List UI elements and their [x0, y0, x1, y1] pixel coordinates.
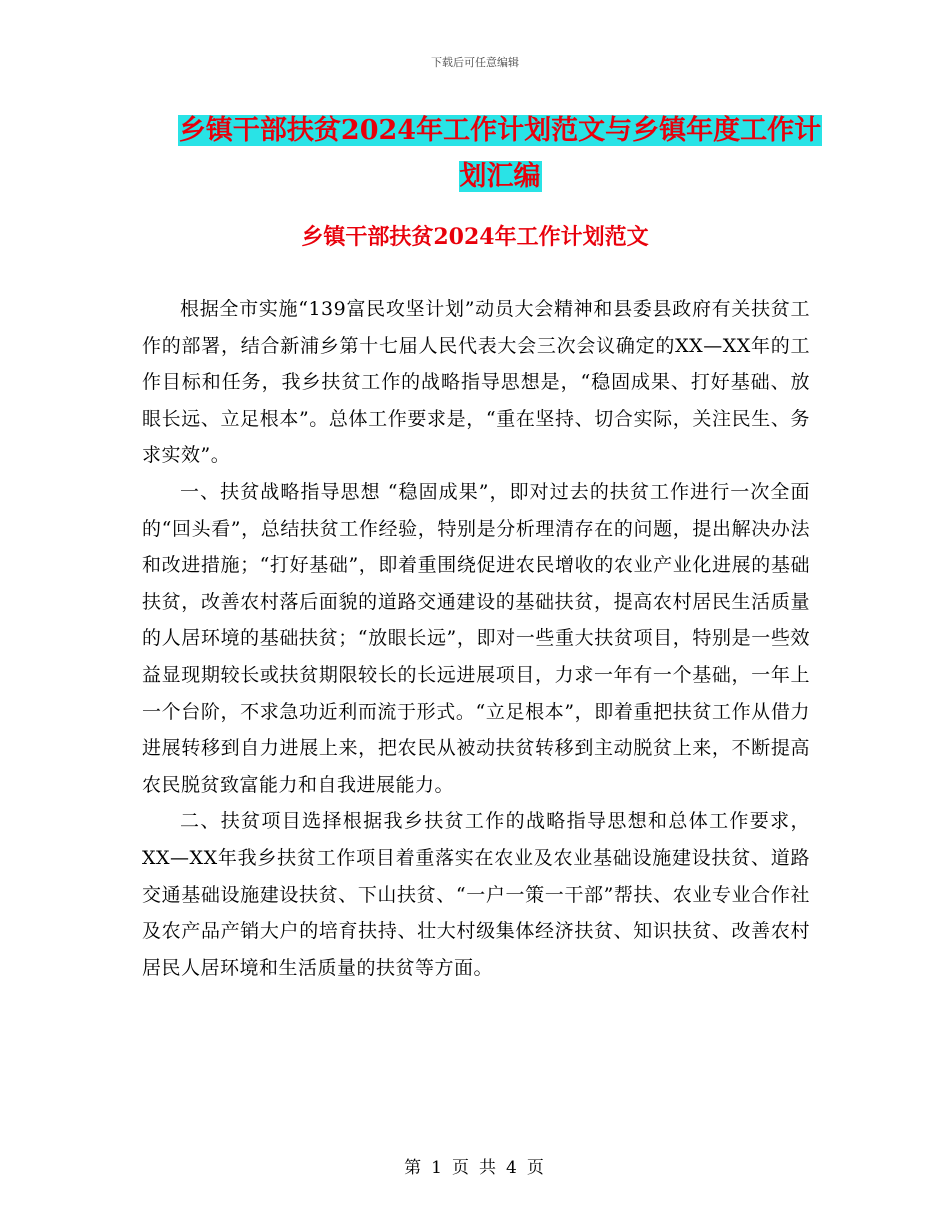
- main-title-line2: 划汇编: [459, 161, 541, 192]
- total-pages-number: 4: [506, 1158, 519, 1178]
- main-title-line1: 乡镇干部扶贫2024年工作计划范文与乡镇年度工作计: [178, 115, 822, 146]
- paragraph: 二、扶贫项目选择根据我乡扶贫工作的战略指导思想和总体工作要求，XX—XX年我乡扶贫工作项目着重落实在农业及农业基础设施建设扶贫、道路交通基础设施建设扶贫、下山扶贫、“一户一策一干部”帮扶、农业专业合作社及农产品产销大户的培育扶持、壮大村级集体经济扶贫、知识扶贫、改善农村居民人居环境和生活质量的扶贫等方面。: [142, 810, 810, 979]
- footer-page-label: 页: [452, 1158, 471, 1178]
- paragraph: 根据全市实施“139富民攻坚计划”动员大会精神和县委县政府有关扶贫工作的部署，结合新浦乡第十七届人民代表大会三次会议确定的XX—XX年的工作目标和任务，我乡扶贫工作的战略指导思想是，“稳固成果、打好基础、放眼长远、立足根本”。总体工作要求是，“重在坚持、切合实际，关注民生、务求实效”。: [142, 298, 810, 467]
- footer-suffix: 页: [526, 1158, 546, 1178]
- paragraph: 一、扶贫战略指导思想 “稳固成果”，即对过去的扶贫工作进行一次全面的“回头看”，总结扶贫工作经验，特别是分析理清存在的问题，提出解决办法和改进措施；“打好基础”，即着重围绕促进农民增收的农业产业化进展的基础扶贫，改善农村落后面貌的道路交通建设的基础扶贫，提高农村居民生活质量的人居环境的基础扶贫；“放眼长远”，即对一些重大扶贫项目，特别是一些效益显现期较长或扶贫期限较长的长远进展项目，力求一年有一个基础，一年上一个台阶，不求急功近利而流于形式。“立足根本”，即着重把扶贫工作从借力进展转移到自力进展上来，把农民从被动扶贫转移到主动脱贫上来，不断提高农民脱贫致富能力和自我进展能力。: [142, 480, 810, 796]
- footer-prefix: 第: [404, 1158, 424, 1178]
- current-page-number: 1: [431, 1158, 444, 1178]
- body-text: [142, 291, 810, 986]
- section-title: 乡镇干部扶贫2024年工作计划范文: [301, 224, 649, 250]
- header-note: 下载后可任意编辑: [431, 56, 519, 69]
- main-title: [140, 108, 860, 200]
- page-number-footer: [0, 1153, 950, 1178]
- footer-total-label: 共: [479, 1158, 498, 1178]
